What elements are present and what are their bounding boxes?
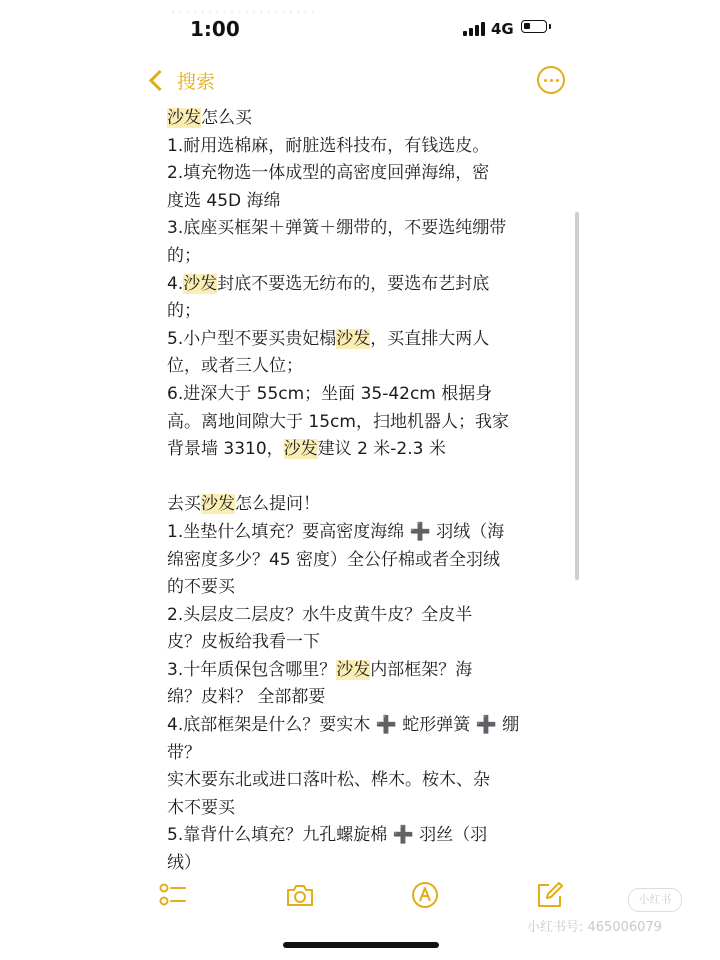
note-text: 5.靠背什么填充？九孔螺旋棉 ➕ 羽丝（羽: [167, 825, 488, 846]
compose-icon[interactable]: [535, 880, 565, 910]
note-text: 的；: [167, 245, 201, 266]
note-text: 4.底部框架是什么？要实木 ➕ 蛇形弹簧 ➕ 绷: [167, 715, 520, 736]
note-line: [167, 436, 562, 464]
more-options-icon[interactable]: [537, 66, 565, 94]
note-line: [167, 822, 562, 850]
note-text: 去买: [167, 494, 201, 515]
note-line: [167, 243, 562, 271]
note-line: [167, 326, 562, 354]
note-text: 高。离地间隙大于 15cm，扫地机器人；我家: [167, 411, 509, 432]
note-line: [167, 491, 562, 519]
note-line: [167, 160, 562, 188]
note-text: 的；: [167, 301, 201, 322]
chevron-left-icon: [149, 69, 170, 90]
note-line: [167, 740, 562, 768]
note-text: 绵？皮料？ 全部都要: [167, 687, 326, 708]
background-ghost-text: ····················: [170, 0, 318, 24]
search-highlight: 沙发: [201, 494, 235, 515]
note-text: 内部框架？海: [370, 659, 473, 680]
search-highlight: 沙发: [183, 273, 218, 294]
note-line: [167, 657, 562, 685]
home-indicator[interactable]: [283, 942, 439, 948]
note-text: 建议 2 米-2.3 米: [317, 439, 446, 460]
note-text: 4.: [167, 273, 184, 294]
note-text: 3.底座买框架＋弹簧＋绷带的，不要选纯绷带: [167, 218, 507, 239]
note-line: [167, 684, 562, 712]
note-line: [167, 767, 562, 795]
note-text: 带？: [167, 742, 201, 763]
note-text: 6.进深大于 55cm；坐面 35-42cm 根据身: [167, 383, 493, 404]
note-text: 封底不要选无纺布的，要选布艺封底: [217, 273, 490, 294]
note-text: 怎么买: [201, 108, 252, 128]
note-line: [167, 519, 562, 547]
note-line: [167, 353, 562, 381]
cellular-signal-icon: [463, 22, 485, 36]
note-blank-line: [167, 464, 562, 492]
note-body[interactable]: [167, 105, 562, 878]
back-button[interactable]: [146, 65, 215, 95]
scrollbar[interactable]: [575, 212, 579, 580]
status-bar: [0, 0, 720, 60]
note-line: [167, 602, 562, 630]
note-line: [167, 215, 562, 243]
note-text: 绒）: [167, 853, 201, 874]
nav-bar: [0, 60, 720, 100]
markup-pen-icon[interactable]: [410, 880, 440, 910]
watermark-text: 小红书号: 465006079: [527, 920, 662, 935]
watermark-logo: 小红书: [628, 888, 682, 912]
note-text: ，买直排大两人: [370, 328, 490, 349]
note-line: [167, 298, 562, 326]
note-line: [167, 188, 562, 216]
note-text: 木不要买: [167, 797, 235, 818]
checklist-icon[interactable]: [158, 880, 188, 910]
note-line: [167, 133, 562, 161]
note-text: 实木要东北或进口落叶松、桦木。桉木、杂: [167, 770, 490, 791]
search-highlight: 沙发: [167, 108, 201, 128]
note-text: 3.十年质保包含哪里？: [167, 659, 337, 680]
note-text: 1.耐用选棉麻，耐脏选科技布，有钱选皮。: [167, 135, 490, 156]
note-text: 背景墙 3310，: [167, 439, 284, 460]
note-text: 皮？皮板给我看一下: [167, 632, 320, 653]
note-text: 2.填充物选一体成型的高密度回弹海绵，密: [167, 163, 490, 184]
note-text: 位，或者三人位；: [167, 356, 303, 377]
search-highlight: 沙发: [283, 439, 318, 460]
search-highlight: 沙发: [336, 328, 371, 349]
camera-icon[interactable]: [285, 880, 315, 910]
note-line: [167, 712, 562, 740]
bottom-toolbar: [0, 870, 720, 920]
note-text: 2.头层皮二层皮？水牛皮黄牛皮？全皮半: [167, 604, 473, 625]
note-text: 绵密度多少？45 密度）全公仔棉或者全羽绒: [167, 549, 501, 570]
note-line: [167, 547, 562, 575]
note-line: [167, 271, 562, 299]
note-line: [167, 795, 562, 823]
note-line: [167, 381, 562, 409]
note-line: [167, 629, 562, 657]
search-highlight: 沙发: [336, 659, 371, 680]
note-text: 的不要买: [167, 577, 235, 598]
network-type: 4G: [491, 20, 514, 38]
note-text: 怎么提问！: [235, 494, 320, 515]
note-line: [167, 105, 562, 133]
note-text: 5.小户型不要买贵妃榻: [167, 328, 337, 349]
note-line: [167, 409, 562, 437]
battery-icon: [521, 20, 547, 33]
back-label: 搜索: [177, 70, 216, 93]
status-time: 1:00: [190, 17, 240, 41]
note-text: 度选 45D 海绵: [167, 190, 281, 211]
note-text: 1.坐垫什么填充？要高密度海绵 ➕ 羽绒（海: [167, 521, 505, 542]
note-line: [167, 574, 562, 602]
